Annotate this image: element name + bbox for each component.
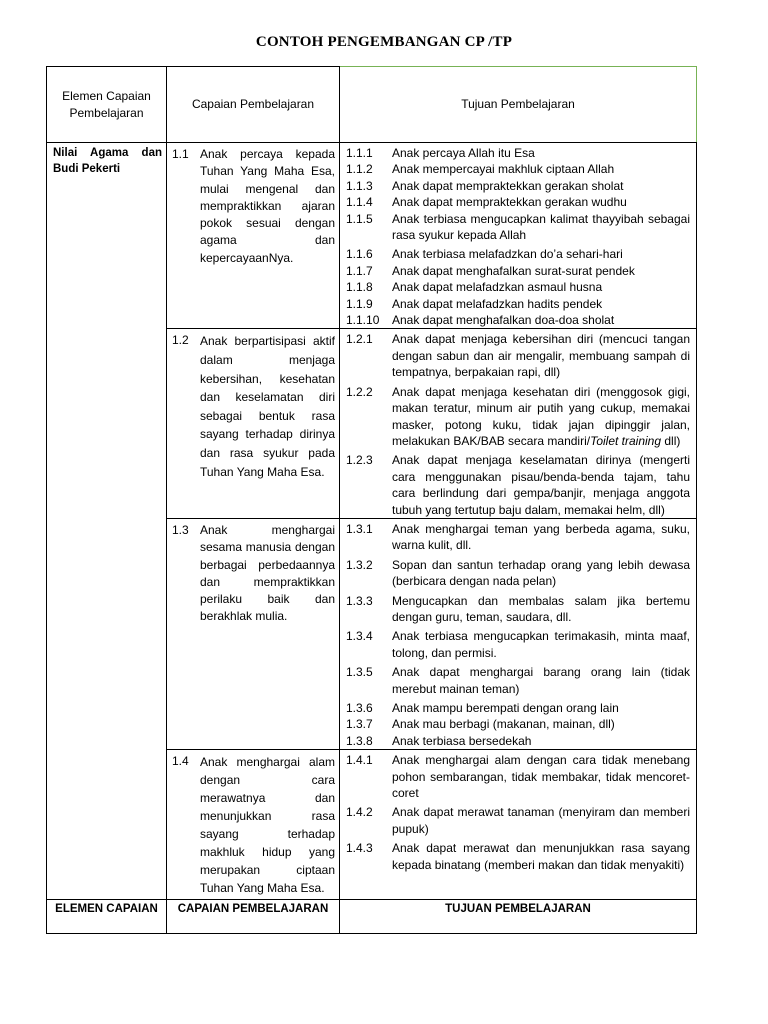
tp-number: 1.4.2: [346, 805, 373, 820]
tp-list: [340, 519, 696, 749]
tp-item: [346, 700, 690, 716]
tp-text: Anak mau berbagi (makanan, mainan, dll): [392, 717, 615, 732]
tp-item: [346, 161, 690, 177]
header-elemen: Elemen Capaian Pembelajaran: [47, 67, 167, 143]
tp-item: [346, 557, 690, 590]
tp-text-part: Anak dapat menjaga kesehatan diri (menggosok gigi, makan teratur, minum air putih yang cukup, memakai masker, potong kuku, tidak jajan dipinggir jalan, melakukan BAK/BAB secara mandiri/: [392, 384, 690, 448]
tp-number: 1.3.1: [346, 521, 373, 536]
tp-number: 1.1.1: [346, 146, 373, 160]
page-title: CONTOH PENGEMBANGAN CP /TP: [255, 34, 513, 50]
cp-number: 1.4: [172, 754, 189, 769]
tp-number: 1.1.6: [346, 247, 373, 262]
element-cell: Nilai Agama dan Budi Pekerti: [47, 143, 167, 900]
tp-text-part: dll): [661, 433, 681, 448]
tp-number: 1.1.8: [346, 280, 373, 295]
tp-text: Anak terbiasa melafadzkan do’a sehari-hari: [392, 247, 623, 262]
tp-item: [346, 296, 690, 312]
tp-number: 1.2.2: [346, 384, 373, 399]
tp-item: [346, 384, 690, 450]
tp-number: 1.1.5: [346, 211, 373, 226]
tp-number: 1.3.8: [346, 733, 373, 748]
footer-capaian: CAPAIAN PEMBELAJARAN: [167, 900, 340, 934]
tp-item: [346, 211, 690, 244]
tp-item: [346, 521, 690, 554]
tp-number: 1.3.7: [346, 717, 373, 732]
tp-number: 1.2.1: [346, 332, 373, 347]
tp-list: [340, 750, 696, 873]
cp-text: Anak menghargai sesama manusia dengan berbagai perbedaannya dan mempraktikkan perilaku baik dan berakhlak mulia.: [200, 522, 335, 624]
tp-number: 1.1.3: [346, 178, 373, 193]
tp-list: [340, 143, 696, 328]
tp-text: Anak dapat menghafalkan doa-doa sholat: [392, 313, 615, 328]
tp-text: Anak dapat melafadzkan hadits pendek: [392, 296, 603, 311]
tp-cell: [340, 143, 697, 329]
tp-item: [346, 279, 690, 295]
tp-text: Anak terbiasa mengucapkan terimakasih, minta maaf, tolong, dan permisi.: [392, 629, 690, 660]
tp-item: [346, 733, 690, 749]
tp-text: Anak terbiasa bersedekah: [392, 733, 532, 748]
header-tujuan: Tujuan Pembelajaran: [340, 67, 697, 143]
tp-item: [346, 628, 690, 661]
tp-cell: [340, 750, 697, 900]
tp-text: Anak dapat mempraktekkan gerakan sholat: [392, 178, 624, 193]
tp-text: Anak mempercayai makhluk ciptaan Allah: [392, 162, 615, 177]
tp-number: 1.4.1: [346, 753, 373, 768]
tp-number: 1.2.3: [346, 453, 373, 468]
footer-tujuan: TUJUAN PEMBELAJARAN: [340, 900, 697, 934]
tp-text: Anak dapat menjaga keselamatan dirinya (mengerti cara menggunakan pisau/benda-benda tajam, tahu cara berlindung dari gempa/banjir, menjaga anggota tubuh yang tertutup baju dalam, memakai helm, dll): [392, 453, 690, 517]
tp-text: Anak dapat menjaga kebersihan diri (mencuci tangan dengan sabun dan air mengalir, membuang sampah di tempatnya, berpakaian rapi, dll): [392, 332, 690, 380]
tp-text: Anak dapat merawat dan menunjukkan rasa sayang kepada binatang (memberi makan dan tidak menyakiti): [392, 841, 690, 872]
cp-cell: [167, 143, 340, 329]
tp-number: 1.1.2: [346, 162, 373, 177]
tp-number: 1.1.7: [346, 263, 373, 278]
tp-cell: [340, 518, 697, 749]
tp-list: [340, 329, 696, 517]
tp-cell: [340, 329, 697, 518]
tp-number: 1.3.6: [346, 701, 373, 715]
tp-text: Mengucapkan dan membalas salam jika bertemu dengan guru, teman, saudara, dll.: [392, 593, 690, 624]
tp-number: 1.1.4: [346, 195, 373, 210]
tp-number: 1.3.5: [346, 665, 373, 680]
tp-number: 1.3.3: [346, 593, 373, 608]
tp-text: Anak dapat merawat tanaman (menyiram dan memberi pupuk): [392, 805, 690, 836]
cp-cell: [167, 518, 340, 749]
tp-number: 1.4.3: [346, 841, 373, 856]
tp-item: [346, 194, 690, 210]
tp-number: 1.3.4: [346, 629, 373, 644]
tp-text: Anak dapat menghafalkan surat-surat pendek: [392, 263, 635, 278]
cp-text: Anak menghargai alam dengan cara merawatnya dan menunjukkan rasa sayang terhadap makhluk hidup yang merupakan ciptaan Tuhan Yang Maha Esa.: [200, 755, 335, 896]
header-capaian: Capaian Pembelajaran: [167, 67, 340, 143]
tp-number: 1.1.9: [346, 296, 373, 311]
cp-text: Anak berpartisipasi aktif dalam menjaga kebersihan, kesehatan dan keselamatan diri sebagai bentuk rasa sayang terhadap dirinya dan rasa syukur pada Tuhan Yang Maha Esa.: [200, 334, 335, 479]
cp-number: 1.1: [172, 147, 189, 161]
tp-text: Anak dapat melafadzkan asmaul husna: [392, 280, 603, 295]
tp-item: [346, 178, 690, 194]
tp-text: Anak dapat menghargai barang orang lain (tidak merebut mainan teman): [392, 665, 690, 696]
tp-text: Anak mampu berempati dengan orang lain: [392, 701, 619, 715]
tp-text: Sopan dan santun terhadap orang yang lebih dewasa (berbicara dengan nada pelan): [392, 557, 690, 589]
tp-text: Anak percaya Allah itu Esa: [392, 146, 535, 160]
tp-text-italic: Toilet training: [590, 433, 662, 448]
header-row: [47, 67, 697, 143]
tp-item: [346, 145, 690, 161]
tp-item: [346, 246, 690, 262]
tp-number: 1.3.2: [346, 557, 373, 572]
tp-text: Anak dapat mempraktekkan gerakan wudhu: [392, 195, 627, 210]
tp-text: Anak terbiasa mengucapkan kalimat thayyibah sebagai rasa syukur kepada Allah: [392, 211, 690, 243]
tp-text: Anak menghargai teman yang berbeda agama, suku, warna kulit, dll.: [392, 521, 690, 553]
tp-item: [346, 716, 690, 732]
tp-item: [346, 312, 690, 328]
tp-item: [346, 263, 690, 279]
cp-tp-table: [46, 66, 697, 934]
cp-number: 1.2: [172, 333, 189, 348]
tp-item: [346, 452, 690, 518]
tp-item: [346, 804, 690, 837]
tp-item: [346, 664, 690, 697]
footer-row: [47, 900, 697, 934]
tp-item: [346, 593, 690, 626]
group-row-1-1: [47, 143, 697, 329]
footer-elemen: ELEMEN CAPAIAN: [47, 900, 167, 934]
tp-item: [346, 840, 690, 873]
tp-item: [346, 752, 690, 801]
cp-cell: [167, 329, 340, 518]
tp-item: [346, 331, 690, 380]
cp-text: Anak percaya kepada Tuhan Yang Maha Esa, mulai mengenal dan mempraktikkan ajaran pokok sesuai dengan agama dan kepercayaanNya.: [200, 147, 335, 265]
tp-number: 1.1.10: [346, 313, 380, 328]
tp-text: Anak menghargai alam dengan cara tidak menebang pohon sembarangan, tidak membakar, tidak mencoret-coret: [392, 753, 690, 801]
cp-cell: [167, 750, 340, 900]
cp-number: 1.3: [172, 522, 189, 537]
tp-text: [392, 384, 690, 450]
